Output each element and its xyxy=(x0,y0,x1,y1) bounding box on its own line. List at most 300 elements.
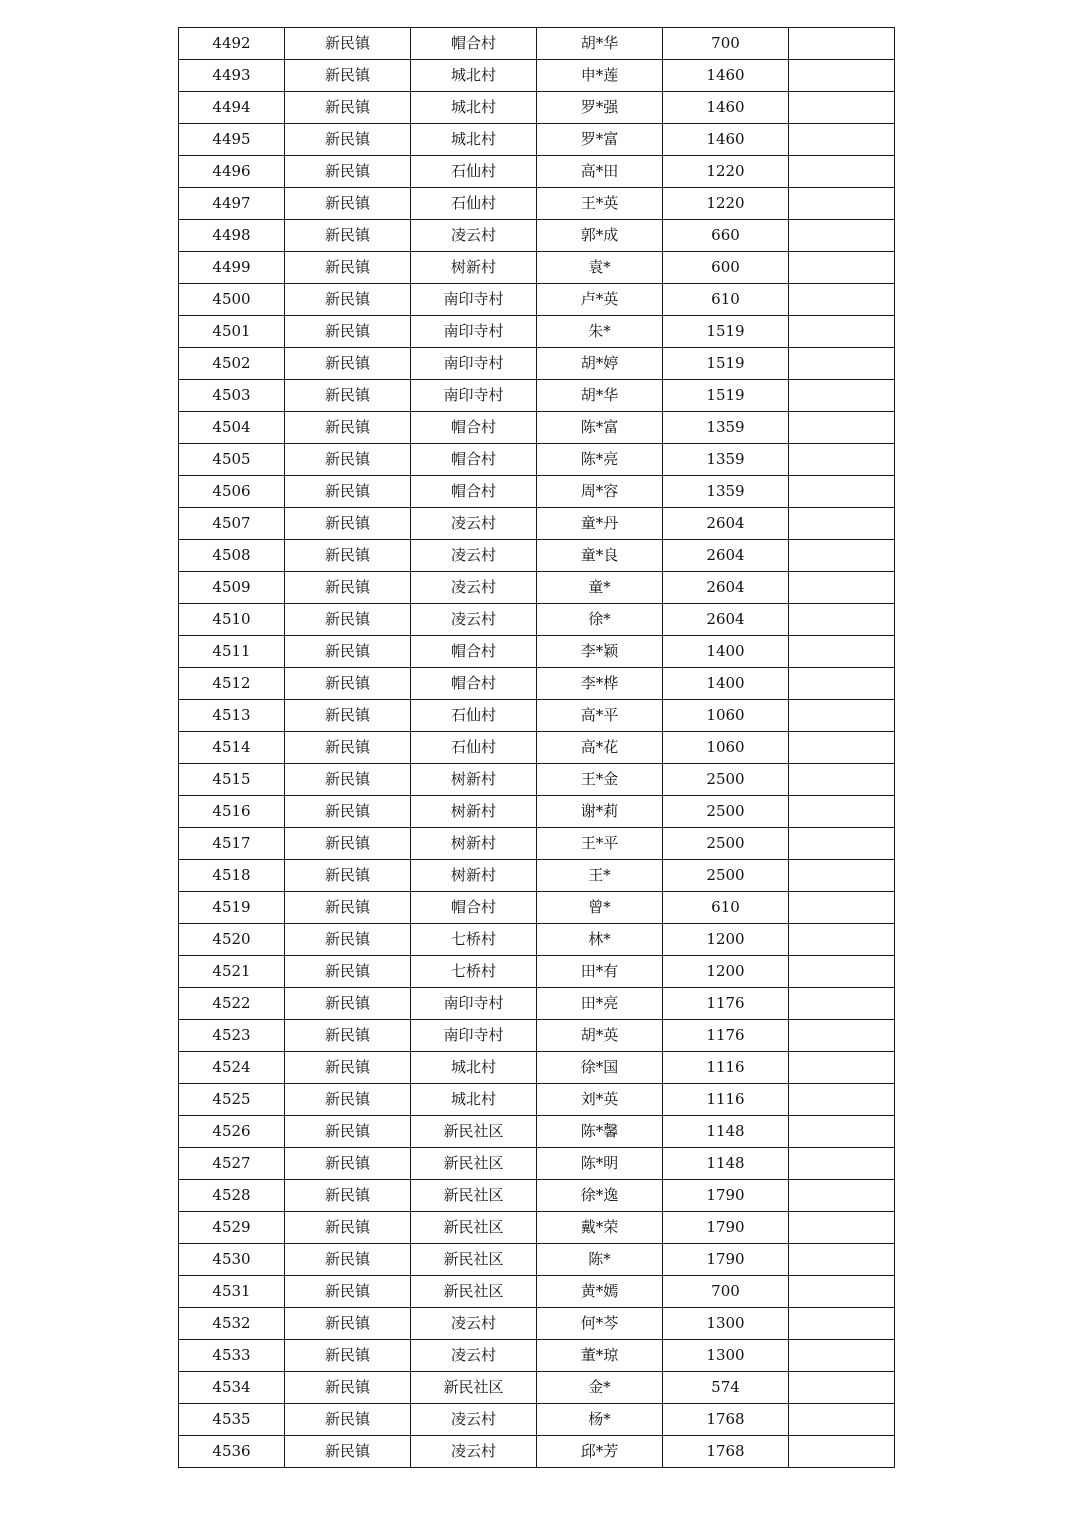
village-cell: 凌云村 xyxy=(411,1340,537,1372)
remark-cell xyxy=(789,124,895,156)
name-cell: 朱* xyxy=(537,316,663,348)
table-row xyxy=(179,1340,895,1372)
village-cell: 南印寺村 xyxy=(411,988,537,1020)
remark-cell xyxy=(789,764,895,796)
village-cell: 新民社区 xyxy=(411,1276,537,1308)
row-number-cell: 4504 xyxy=(179,412,285,444)
row-number-cell: 4502 xyxy=(179,348,285,380)
name-cell: 罗*强 xyxy=(537,92,663,124)
table-row xyxy=(179,1276,895,1308)
amount-cell: 1768 xyxy=(663,1436,789,1468)
village-cell: 帽合村 xyxy=(411,668,537,700)
name-cell: 何*芩 xyxy=(537,1308,663,1340)
amount-cell: 2604 xyxy=(663,540,789,572)
town-cell: 新民镇 xyxy=(285,604,411,636)
name-cell: 胡*婷 xyxy=(537,348,663,380)
remark-cell xyxy=(789,28,895,60)
row-number-cell: 4507 xyxy=(179,508,285,540)
village-cell: 树新村 xyxy=(411,252,537,284)
table-row xyxy=(179,700,895,732)
row-number-cell: 4531 xyxy=(179,1276,285,1308)
name-cell: 戴*荣 xyxy=(537,1212,663,1244)
town-cell: 新民镇 xyxy=(285,348,411,380)
table-row xyxy=(179,476,895,508)
row-number-cell: 4524 xyxy=(179,1052,285,1084)
amount-cell: 1116 xyxy=(663,1052,789,1084)
name-cell: 申*莲 xyxy=(537,60,663,92)
amount-cell: 2500 xyxy=(663,828,789,860)
table-row xyxy=(179,668,895,700)
village-cell: 七桥村 xyxy=(411,924,537,956)
town-cell: 新民镇 xyxy=(285,92,411,124)
name-cell: 谢*莉 xyxy=(537,796,663,828)
town-cell: 新民镇 xyxy=(285,1308,411,1340)
village-cell: 帽合村 xyxy=(411,636,537,668)
name-cell: 田*亮 xyxy=(537,988,663,1020)
amount-cell: 1400 xyxy=(663,668,789,700)
amount-cell: 1519 xyxy=(663,316,789,348)
town-cell: 新民镇 xyxy=(285,60,411,92)
table-row xyxy=(179,892,895,924)
name-cell: 陈*富 xyxy=(537,412,663,444)
table-row xyxy=(179,1308,895,1340)
amount-cell: 610 xyxy=(663,284,789,316)
row-number-cell: 4494 xyxy=(179,92,285,124)
amount-cell: 1790 xyxy=(663,1212,789,1244)
row-number-cell: 4527 xyxy=(179,1148,285,1180)
row-number-cell: 4498 xyxy=(179,220,285,252)
row-number-cell: 4525 xyxy=(179,1084,285,1116)
name-cell: 田*有 xyxy=(537,956,663,988)
table-row xyxy=(179,988,895,1020)
amount-cell: 1359 xyxy=(663,412,789,444)
name-cell: 胡*华 xyxy=(537,28,663,60)
remark-cell xyxy=(789,636,895,668)
amount-cell: 2500 xyxy=(663,860,789,892)
row-number-cell: 4511 xyxy=(179,636,285,668)
table-row xyxy=(179,860,895,892)
remark-cell xyxy=(789,284,895,316)
village-cell: 帽合村 xyxy=(411,444,537,476)
row-number-cell: 4523 xyxy=(179,1020,285,1052)
village-cell: 凌云村 xyxy=(411,540,537,572)
village-cell: 树新村 xyxy=(411,764,537,796)
remark-cell xyxy=(789,412,895,444)
amount-cell: 574 xyxy=(663,1372,789,1404)
name-cell: 王*英 xyxy=(537,188,663,220)
table-row xyxy=(179,796,895,828)
remark-cell xyxy=(789,1244,895,1276)
remark-cell xyxy=(789,1052,895,1084)
town-cell: 新民镇 xyxy=(285,476,411,508)
town-cell: 新民镇 xyxy=(285,156,411,188)
name-cell: 陈*明 xyxy=(537,1148,663,1180)
amount-cell: 1060 xyxy=(663,732,789,764)
table-row xyxy=(179,124,895,156)
remark-cell xyxy=(789,892,895,924)
remark-cell xyxy=(789,828,895,860)
village-cell: 南印寺村 xyxy=(411,348,537,380)
village-cell: 凌云村 xyxy=(411,1436,537,1468)
amount-cell: 2500 xyxy=(663,796,789,828)
amount-cell: 700 xyxy=(663,28,789,60)
row-number-cell: 4536 xyxy=(179,1436,285,1468)
town-cell: 新民镇 xyxy=(285,220,411,252)
name-cell: 王*金 xyxy=(537,764,663,796)
table-row xyxy=(179,764,895,796)
table-row xyxy=(179,1436,895,1468)
village-cell: 凌云村 xyxy=(411,508,537,540)
table-row xyxy=(179,1404,895,1436)
name-cell: 杨* xyxy=(537,1404,663,1436)
town-cell: 新民镇 xyxy=(285,860,411,892)
remark-cell xyxy=(789,700,895,732)
name-cell: 胡*英 xyxy=(537,1020,663,1052)
town-cell: 新民镇 xyxy=(285,1116,411,1148)
amount-cell: 2500 xyxy=(663,764,789,796)
table-row xyxy=(179,444,895,476)
village-cell: 凌云村 xyxy=(411,220,537,252)
row-number-cell: 4509 xyxy=(179,572,285,604)
name-cell: 周*容 xyxy=(537,476,663,508)
row-number-cell: 4530 xyxy=(179,1244,285,1276)
town-cell: 新民镇 xyxy=(285,1340,411,1372)
village-cell: 新民社区 xyxy=(411,1148,537,1180)
table-row xyxy=(179,220,895,252)
amount-cell: 1400 xyxy=(663,636,789,668)
row-number-cell: 4505 xyxy=(179,444,285,476)
amount-cell: 1790 xyxy=(663,1180,789,1212)
town-cell: 新民镇 xyxy=(285,252,411,284)
row-number-cell: 4496 xyxy=(179,156,285,188)
name-cell: 李*桦 xyxy=(537,668,663,700)
table-row xyxy=(179,348,895,380)
amount-cell: 600 xyxy=(663,252,789,284)
village-cell: 凌云村 xyxy=(411,1308,537,1340)
remark-cell xyxy=(789,60,895,92)
row-number-cell: 4528 xyxy=(179,1180,285,1212)
amount-cell: 1359 xyxy=(663,444,789,476)
amount-cell: 610 xyxy=(663,892,789,924)
name-cell: 李*颖 xyxy=(537,636,663,668)
name-cell: 胡*华 xyxy=(537,380,663,412)
remark-cell xyxy=(789,220,895,252)
village-cell: 新民社区 xyxy=(411,1212,537,1244)
name-cell: 曾* xyxy=(537,892,663,924)
amount-cell: 1460 xyxy=(663,60,789,92)
name-cell: 董*琼 xyxy=(537,1340,663,1372)
table-row xyxy=(179,92,895,124)
table-row xyxy=(179,1020,895,1052)
village-cell: 帽合村 xyxy=(411,28,537,60)
village-cell: 石仙村 xyxy=(411,732,537,764)
village-cell: 城北村 xyxy=(411,60,537,92)
town-cell: 新民镇 xyxy=(285,1372,411,1404)
town-cell: 新民镇 xyxy=(285,1436,411,1468)
town-cell: 新民镇 xyxy=(285,1148,411,1180)
town-cell: 新民镇 xyxy=(285,28,411,60)
table-row xyxy=(179,636,895,668)
table-row xyxy=(179,1148,895,1180)
name-cell: 邱*芳 xyxy=(537,1436,663,1468)
name-cell: 林* xyxy=(537,924,663,956)
town-cell: 新民镇 xyxy=(285,700,411,732)
amount-cell: 1200 xyxy=(663,956,789,988)
row-number-cell: 4515 xyxy=(179,764,285,796)
remark-cell xyxy=(789,188,895,220)
table-row xyxy=(179,316,895,348)
town-cell: 新民镇 xyxy=(285,1084,411,1116)
name-cell: 王* xyxy=(537,860,663,892)
village-cell: 新民社区 xyxy=(411,1244,537,1276)
town-cell: 新民镇 xyxy=(285,636,411,668)
town-cell: 新民镇 xyxy=(285,124,411,156)
remark-cell xyxy=(789,252,895,284)
row-number-cell: 4534 xyxy=(179,1372,285,1404)
village-cell: 城北村 xyxy=(411,1084,537,1116)
name-cell: 卢*英 xyxy=(537,284,663,316)
village-cell: 凌云村 xyxy=(411,1404,537,1436)
remark-cell xyxy=(789,476,895,508)
village-cell: 新民社区 xyxy=(411,1180,537,1212)
remark-cell xyxy=(789,1372,895,1404)
amount-cell: 700 xyxy=(663,1276,789,1308)
table-row xyxy=(179,380,895,412)
name-cell: 袁* xyxy=(537,252,663,284)
row-number-cell: 4535 xyxy=(179,1404,285,1436)
village-cell: 树新村 xyxy=(411,828,537,860)
roster-table xyxy=(178,27,895,1468)
row-number-cell: 4497 xyxy=(179,188,285,220)
table-row xyxy=(179,1084,895,1116)
remark-cell xyxy=(789,92,895,124)
amount-cell: 1148 xyxy=(663,1116,789,1148)
town-cell: 新民镇 xyxy=(285,668,411,700)
name-cell: 童*良 xyxy=(537,540,663,572)
row-number-cell: 4521 xyxy=(179,956,285,988)
table-row xyxy=(179,508,895,540)
amount-cell: 1359 xyxy=(663,476,789,508)
remark-cell xyxy=(789,604,895,636)
amount-cell: 1460 xyxy=(663,124,789,156)
amount-cell: 1220 xyxy=(663,188,789,220)
remark-cell xyxy=(789,1436,895,1468)
remark-cell xyxy=(789,924,895,956)
town-cell: 新民镇 xyxy=(285,828,411,860)
table-row xyxy=(179,732,895,764)
remark-cell xyxy=(789,668,895,700)
row-number-cell: 4501 xyxy=(179,316,285,348)
amount-cell: 1176 xyxy=(663,1020,789,1052)
remark-cell xyxy=(789,956,895,988)
village-cell: 城北村 xyxy=(411,1052,537,1084)
table-row xyxy=(179,828,895,860)
roster-table-body xyxy=(179,28,895,1468)
table-row xyxy=(179,1212,895,1244)
town-cell: 新民镇 xyxy=(285,1052,411,1084)
village-cell: 石仙村 xyxy=(411,700,537,732)
remark-cell xyxy=(789,380,895,412)
amount-cell: 1148 xyxy=(663,1148,789,1180)
amount-cell: 2604 xyxy=(663,572,789,604)
row-number-cell: 4506 xyxy=(179,476,285,508)
remark-cell xyxy=(789,572,895,604)
town-cell: 新民镇 xyxy=(285,508,411,540)
remark-cell xyxy=(789,860,895,892)
row-number-cell: 4526 xyxy=(179,1116,285,1148)
remark-cell xyxy=(789,1340,895,1372)
row-number-cell: 4503 xyxy=(179,380,285,412)
remark-cell xyxy=(789,316,895,348)
name-cell: 童*丹 xyxy=(537,508,663,540)
remark-cell xyxy=(789,444,895,476)
row-number-cell: 4508 xyxy=(179,540,285,572)
name-cell: 徐*国 xyxy=(537,1052,663,1084)
town-cell: 新民镇 xyxy=(285,444,411,476)
table-row xyxy=(179,540,895,572)
village-cell: 石仙村 xyxy=(411,156,537,188)
remark-cell xyxy=(789,1148,895,1180)
village-cell: 城北村 xyxy=(411,124,537,156)
name-cell: 陈*馨 xyxy=(537,1116,663,1148)
row-number-cell: 4512 xyxy=(179,668,285,700)
amount-cell: 1300 xyxy=(663,1308,789,1340)
table-row xyxy=(179,1180,895,1212)
town-cell: 新民镇 xyxy=(285,380,411,412)
remark-cell xyxy=(789,1020,895,1052)
amount-cell: 1768 xyxy=(663,1404,789,1436)
town-cell: 新民镇 xyxy=(285,1180,411,1212)
name-cell: 陈* xyxy=(537,1244,663,1276)
town-cell: 新民镇 xyxy=(285,572,411,604)
table-row xyxy=(179,956,895,988)
village-cell: 树新村 xyxy=(411,796,537,828)
town-cell: 新民镇 xyxy=(285,764,411,796)
row-number-cell: 4495 xyxy=(179,124,285,156)
village-cell: 南印寺村 xyxy=(411,1020,537,1052)
village-cell: 帽合村 xyxy=(411,892,537,924)
table-row xyxy=(179,188,895,220)
town-cell: 新民镇 xyxy=(285,1244,411,1276)
village-cell: 新民社区 xyxy=(411,1372,537,1404)
town-cell: 新民镇 xyxy=(285,1404,411,1436)
village-cell: 凌云村 xyxy=(411,604,537,636)
remark-cell xyxy=(789,1180,895,1212)
remark-cell xyxy=(789,540,895,572)
name-cell: 徐* xyxy=(537,604,663,636)
town-cell: 新民镇 xyxy=(285,412,411,444)
remark-cell xyxy=(789,156,895,188)
table-row xyxy=(179,1244,895,1276)
row-number-cell: 4533 xyxy=(179,1340,285,1372)
town-cell: 新民镇 xyxy=(285,924,411,956)
table-row xyxy=(179,60,895,92)
row-number-cell: 4516 xyxy=(179,796,285,828)
town-cell: 新民镇 xyxy=(285,1212,411,1244)
remark-cell xyxy=(789,1308,895,1340)
town-cell: 新民镇 xyxy=(285,188,411,220)
row-number-cell: 4522 xyxy=(179,988,285,1020)
remark-cell xyxy=(789,1084,895,1116)
row-number-cell: 4500 xyxy=(179,284,285,316)
name-cell: 高*田 xyxy=(537,156,663,188)
village-cell: 南印寺村 xyxy=(411,380,537,412)
name-cell: 郭*成 xyxy=(537,220,663,252)
amount-cell: 1519 xyxy=(663,348,789,380)
remark-cell xyxy=(789,508,895,540)
village-cell: 城北村 xyxy=(411,92,537,124)
remark-cell xyxy=(789,1404,895,1436)
town-cell: 新民镇 xyxy=(285,956,411,988)
table-row xyxy=(179,412,895,444)
village-cell: 凌云村 xyxy=(411,572,537,604)
table-row xyxy=(179,604,895,636)
row-number-cell: 4517 xyxy=(179,828,285,860)
town-cell: 新民镇 xyxy=(285,540,411,572)
name-cell: 徐*逸 xyxy=(537,1180,663,1212)
row-number-cell: 4529 xyxy=(179,1212,285,1244)
table-row xyxy=(179,156,895,188)
town-cell: 新民镇 xyxy=(285,988,411,1020)
row-number-cell: 4520 xyxy=(179,924,285,956)
town-cell: 新民镇 xyxy=(285,796,411,828)
name-cell: 刘*英 xyxy=(537,1084,663,1116)
amount-cell: 1220 xyxy=(663,156,789,188)
name-cell: 罗*富 xyxy=(537,124,663,156)
name-cell: 金* xyxy=(537,1372,663,1404)
town-cell: 新民镇 xyxy=(285,732,411,764)
village-cell: 新民社区 xyxy=(411,1116,537,1148)
village-cell: 南印寺村 xyxy=(411,316,537,348)
row-number-cell: 4519 xyxy=(179,892,285,924)
town-cell: 新民镇 xyxy=(285,284,411,316)
table-row xyxy=(179,1372,895,1404)
amount-cell: 1116 xyxy=(663,1084,789,1116)
name-cell: 王*平 xyxy=(537,828,663,860)
amount-cell: 660 xyxy=(663,220,789,252)
amount-cell: 1200 xyxy=(663,924,789,956)
row-number-cell: 4499 xyxy=(179,252,285,284)
table-row xyxy=(179,1052,895,1084)
town-cell: 新民镇 xyxy=(285,1276,411,1308)
village-cell: 树新村 xyxy=(411,860,537,892)
row-number-cell: 4518 xyxy=(179,860,285,892)
name-cell: 童* xyxy=(537,572,663,604)
amount-cell: 2604 xyxy=(663,508,789,540)
row-number-cell: 4510 xyxy=(179,604,285,636)
amount-cell: 1060 xyxy=(663,700,789,732)
village-cell: 南印寺村 xyxy=(411,284,537,316)
amount-cell: 1460 xyxy=(663,92,789,124)
name-cell: 高*花 xyxy=(537,732,663,764)
row-number-cell: 4513 xyxy=(179,700,285,732)
remark-cell xyxy=(789,988,895,1020)
town-cell: 新民镇 xyxy=(285,316,411,348)
remark-cell xyxy=(789,1276,895,1308)
table-row xyxy=(179,284,895,316)
remark-cell xyxy=(789,1116,895,1148)
table-row xyxy=(179,252,895,284)
row-number-cell: 4532 xyxy=(179,1308,285,1340)
village-cell: 帽合村 xyxy=(411,476,537,508)
table-row xyxy=(179,28,895,60)
row-number-cell: 4493 xyxy=(179,60,285,92)
name-cell: 黄*嫣 xyxy=(537,1276,663,1308)
remark-cell xyxy=(789,348,895,380)
remark-cell xyxy=(789,1212,895,1244)
amount-cell: 1790 xyxy=(663,1244,789,1276)
name-cell: 高*平 xyxy=(537,700,663,732)
